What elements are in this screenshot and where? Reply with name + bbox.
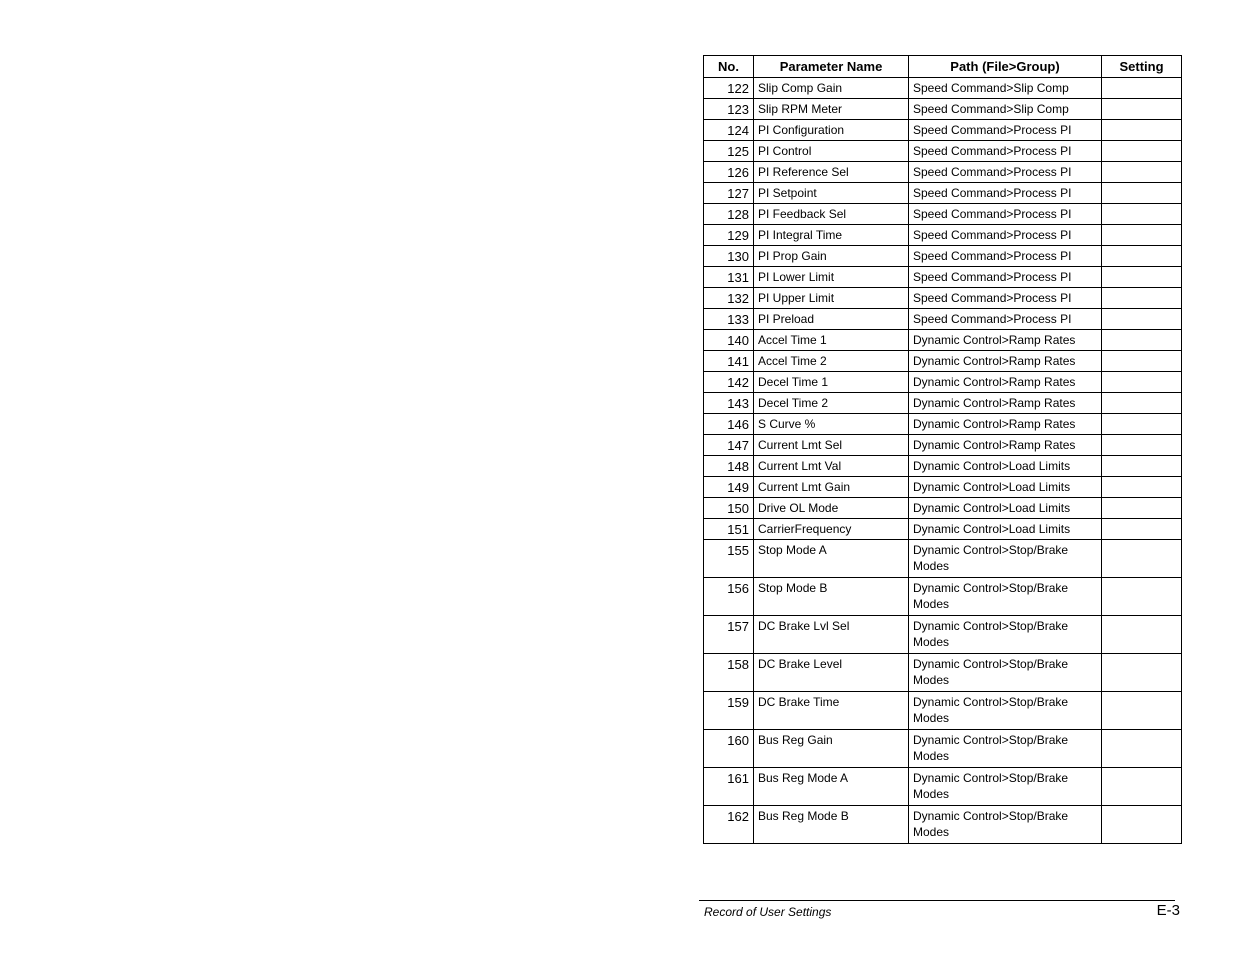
table-row: [704, 120, 1182, 141]
param-path: Dynamic Control>Load Limits: [909, 498, 1102, 519]
param-setting[interactable]: [1102, 456, 1182, 477]
param-name: Drive OL Mode: [754, 498, 909, 519]
param-no: 146: [704, 414, 754, 435]
param-name: Decel Time 1: [754, 372, 909, 393]
header-setting: Setting: [1102, 56, 1182, 78]
param-setting[interactable]: [1102, 78, 1182, 99]
param-no: 162: [704, 806, 754, 844]
header-path: Path (File>Group): [909, 56, 1102, 78]
param-name: Accel Time 1: [754, 330, 909, 351]
table-row: [704, 288, 1182, 309]
param-setting[interactable]: [1102, 162, 1182, 183]
param-setting[interactable]: [1102, 806, 1182, 844]
table-row: [704, 456, 1182, 477]
param-path: [909, 692, 1102, 730]
param-path: Dynamic Control>Ramp Rates: [909, 393, 1102, 414]
param-no: 140: [704, 330, 754, 351]
param-path-line2: Modes: [913, 596, 950, 611]
param-no: 124: [704, 120, 754, 141]
table-row: [704, 372, 1182, 393]
param-setting[interactable]: [1102, 768, 1182, 806]
param-name: DC Brake Level: [754, 654, 909, 692]
param-no: 141: [704, 351, 754, 372]
parameter-table: [703, 55, 1182, 844]
param-name: PI Feedback Sel: [754, 204, 909, 225]
table-row: [704, 204, 1182, 225]
param-no: 143: [704, 393, 754, 414]
param-path: Dynamic Control>Load Limits: [909, 519, 1102, 540]
table-row: [704, 99, 1182, 120]
table-row: [704, 309, 1182, 330]
param-no: 161: [704, 768, 754, 806]
param-setting[interactable]: [1102, 288, 1182, 309]
param-no: 151: [704, 519, 754, 540]
param-path: Dynamic Control>Ramp Rates: [909, 372, 1102, 393]
param-path: Dynamic Control>Ramp Rates: [909, 330, 1102, 351]
table-row: [704, 498, 1182, 519]
param-path: [909, 616, 1102, 654]
param-path: Speed Command>Process PI: [909, 141, 1102, 162]
param-no: 148: [704, 456, 754, 477]
param-no: 128: [704, 204, 754, 225]
param-setting[interactable]: [1102, 730, 1182, 768]
param-name: S Curve %: [754, 414, 909, 435]
param-no: 158: [704, 654, 754, 692]
param-name: PI Control: [754, 141, 909, 162]
param-no: 155: [704, 540, 754, 578]
param-path: [909, 540, 1102, 578]
param-name: PI Lower Limit: [754, 267, 909, 288]
param-name: Slip Comp Gain: [754, 78, 909, 99]
footer-divider: [699, 900, 1175, 901]
table-row: [704, 141, 1182, 162]
table-row: [704, 578, 1182, 616]
param-no: 130: [704, 246, 754, 267]
param-path: Speed Command>Process PI: [909, 309, 1102, 330]
param-name: PI Prop Gain: [754, 246, 909, 267]
header-parameter-name: Parameter Name: [754, 56, 909, 78]
table-row: [704, 330, 1182, 351]
param-no: 132: [704, 288, 754, 309]
param-path-line2: Modes: [913, 748, 950, 763]
param-setting[interactable]: [1102, 435, 1182, 456]
param-setting[interactable]: [1102, 414, 1182, 435]
param-name: Decel Time 2: [754, 393, 909, 414]
param-name: DC Brake Lvl Sel: [754, 616, 909, 654]
table-row: [704, 414, 1182, 435]
param-setting[interactable]: [1102, 246, 1182, 267]
param-setting[interactable]: [1102, 616, 1182, 654]
param-no: 122: [704, 78, 754, 99]
param-setting[interactable]: [1102, 183, 1182, 204]
param-no: 147: [704, 435, 754, 456]
param-path: [909, 768, 1102, 806]
param-name: Stop Mode A: [754, 540, 909, 578]
param-setting[interactable]: [1102, 309, 1182, 330]
param-setting[interactable]: [1102, 330, 1182, 351]
param-name: Current Lmt Gain: [754, 477, 909, 498]
page-number: E-3: [1156, 902, 1180, 919]
param-name: PI Preload: [754, 309, 909, 330]
param-name: PI Upper Limit: [754, 288, 909, 309]
param-no: 125: [704, 141, 754, 162]
param-setting[interactable]: [1102, 120, 1182, 141]
param-no: 150: [704, 498, 754, 519]
param-name: DC Brake Time: [754, 692, 909, 730]
param-no: 142: [704, 372, 754, 393]
param-path-line1: Dynamic Control>Stop/Brake: [913, 619, 1069, 633]
param-no: 127: [704, 183, 754, 204]
param-path: Speed Command>Process PI: [909, 225, 1102, 246]
param-path: Speed Command>Process PI: [909, 204, 1102, 225]
param-setting[interactable]: [1102, 267, 1182, 288]
param-setting[interactable]: [1102, 540, 1182, 578]
param-path-line2: Modes: [913, 672, 950, 687]
table-row: [704, 654, 1182, 692]
param-no: 123: [704, 99, 754, 120]
param-setting[interactable]: [1102, 351, 1182, 372]
param-name: Accel Time 2: [754, 351, 909, 372]
param-name: CarrierFrequency: [754, 519, 909, 540]
table-row: [704, 730, 1182, 768]
param-name: Stop Mode B: [754, 578, 909, 616]
param-no: 149: [704, 477, 754, 498]
table-row: [704, 540, 1182, 578]
param-path-line1: Dynamic Control>Stop/Brake: [913, 771, 1069, 785]
param-setting[interactable]: [1102, 225, 1182, 246]
param-name: PI Configuration: [754, 120, 909, 141]
param-no: 129: [704, 225, 754, 246]
param-path: [909, 730, 1102, 768]
param-path-line1: Dynamic Control>Stop/Brake: [913, 809, 1069, 823]
param-no: 157: [704, 616, 754, 654]
param-setting[interactable]: [1102, 578, 1182, 616]
table-row: [704, 519, 1182, 540]
param-name: Bus Reg Mode A: [754, 768, 909, 806]
param-path: Dynamic Control>Ramp Rates: [909, 414, 1102, 435]
param-no: 159: [704, 692, 754, 730]
param-no: 156: [704, 578, 754, 616]
param-setting[interactable]: [1102, 204, 1182, 225]
table-header-row: [704, 56, 1182, 78]
param-path: [909, 806, 1102, 844]
param-path: Speed Command>Process PI: [909, 120, 1102, 141]
param-path-line2: Modes: [913, 786, 950, 801]
param-name: Current Lmt Val: [754, 456, 909, 477]
param-path: [909, 654, 1102, 692]
table-row: [704, 267, 1182, 288]
param-path-line1: Dynamic Control>Stop/Brake: [913, 543, 1069, 557]
table-row: [704, 162, 1182, 183]
table-row: [704, 768, 1182, 806]
param-path-line1: Dynamic Control>Stop/Brake: [913, 695, 1069, 709]
param-no: 131: [704, 267, 754, 288]
param-path-line2: Modes: [913, 824, 950, 839]
table-row: [704, 351, 1182, 372]
table-body: [704, 78, 1182, 844]
footer-title: Record of User Settings: [704, 905, 832, 919]
table-row: [704, 692, 1182, 730]
param-path: Dynamic Control>Load Limits: [909, 456, 1102, 477]
table-row: [704, 616, 1182, 654]
param-setting[interactable]: [1102, 519, 1182, 540]
param-path: Speed Command>Slip Comp: [909, 99, 1102, 120]
param-name: Bus Reg Mode B: [754, 806, 909, 844]
table-row: [704, 225, 1182, 246]
param-path: Dynamic Control>Ramp Rates: [909, 351, 1102, 372]
param-setting[interactable]: [1102, 99, 1182, 120]
param-path: Speed Command>Process PI: [909, 183, 1102, 204]
param-name: PI Setpoint: [754, 183, 909, 204]
param-setting[interactable]: [1102, 692, 1182, 730]
param-no: 160: [704, 730, 754, 768]
param-setting[interactable]: [1102, 654, 1182, 692]
param-path: Dynamic Control>Ramp Rates: [909, 435, 1102, 456]
param-path: Speed Command>Process PI: [909, 267, 1102, 288]
param-path: Speed Command>Process PI: [909, 162, 1102, 183]
table-row: [704, 477, 1182, 498]
param-no: 133: [704, 309, 754, 330]
table-row: [704, 183, 1182, 204]
param-name: Current Lmt Sel: [754, 435, 909, 456]
param-path-line1: Dynamic Control>Stop/Brake: [913, 733, 1069, 747]
table-row: [704, 393, 1182, 414]
param-path-line2: Modes: [913, 634, 950, 649]
table-row: [704, 435, 1182, 456]
param-path: Speed Command>Slip Comp: [909, 78, 1102, 99]
param-name: PI Integral Time: [754, 225, 909, 246]
param-setting[interactable]: [1102, 141, 1182, 162]
table-row: [704, 246, 1182, 267]
param-path: Speed Command>Process PI: [909, 246, 1102, 267]
param-path-line1: Dynamic Control>Stop/Brake: [913, 657, 1069, 671]
param-name: Bus Reg Gain: [754, 730, 909, 768]
param-name: PI Reference Sel: [754, 162, 909, 183]
param-name: Slip RPM Meter: [754, 99, 909, 120]
param-path: [909, 578, 1102, 616]
param-path-line1: Dynamic Control>Stop/Brake: [913, 581, 1069, 595]
table-row: [704, 78, 1182, 99]
param-path: Speed Command>Process PI: [909, 288, 1102, 309]
table-row: [704, 806, 1182, 844]
param-setting[interactable]: [1102, 498, 1182, 519]
param-setting[interactable]: [1102, 393, 1182, 414]
param-setting[interactable]: [1102, 477, 1182, 498]
param-path-line2: Modes: [913, 710, 950, 725]
param-setting[interactable]: [1102, 372, 1182, 393]
header-no: No.: [704, 56, 754, 78]
param-path-line2: Modes: [913, 558, 950, 573]
param-no: 126: [704, 162, 754, 183]
param-path: Dynamic Control>Load Limits: [909, 477, 1102, 498]
